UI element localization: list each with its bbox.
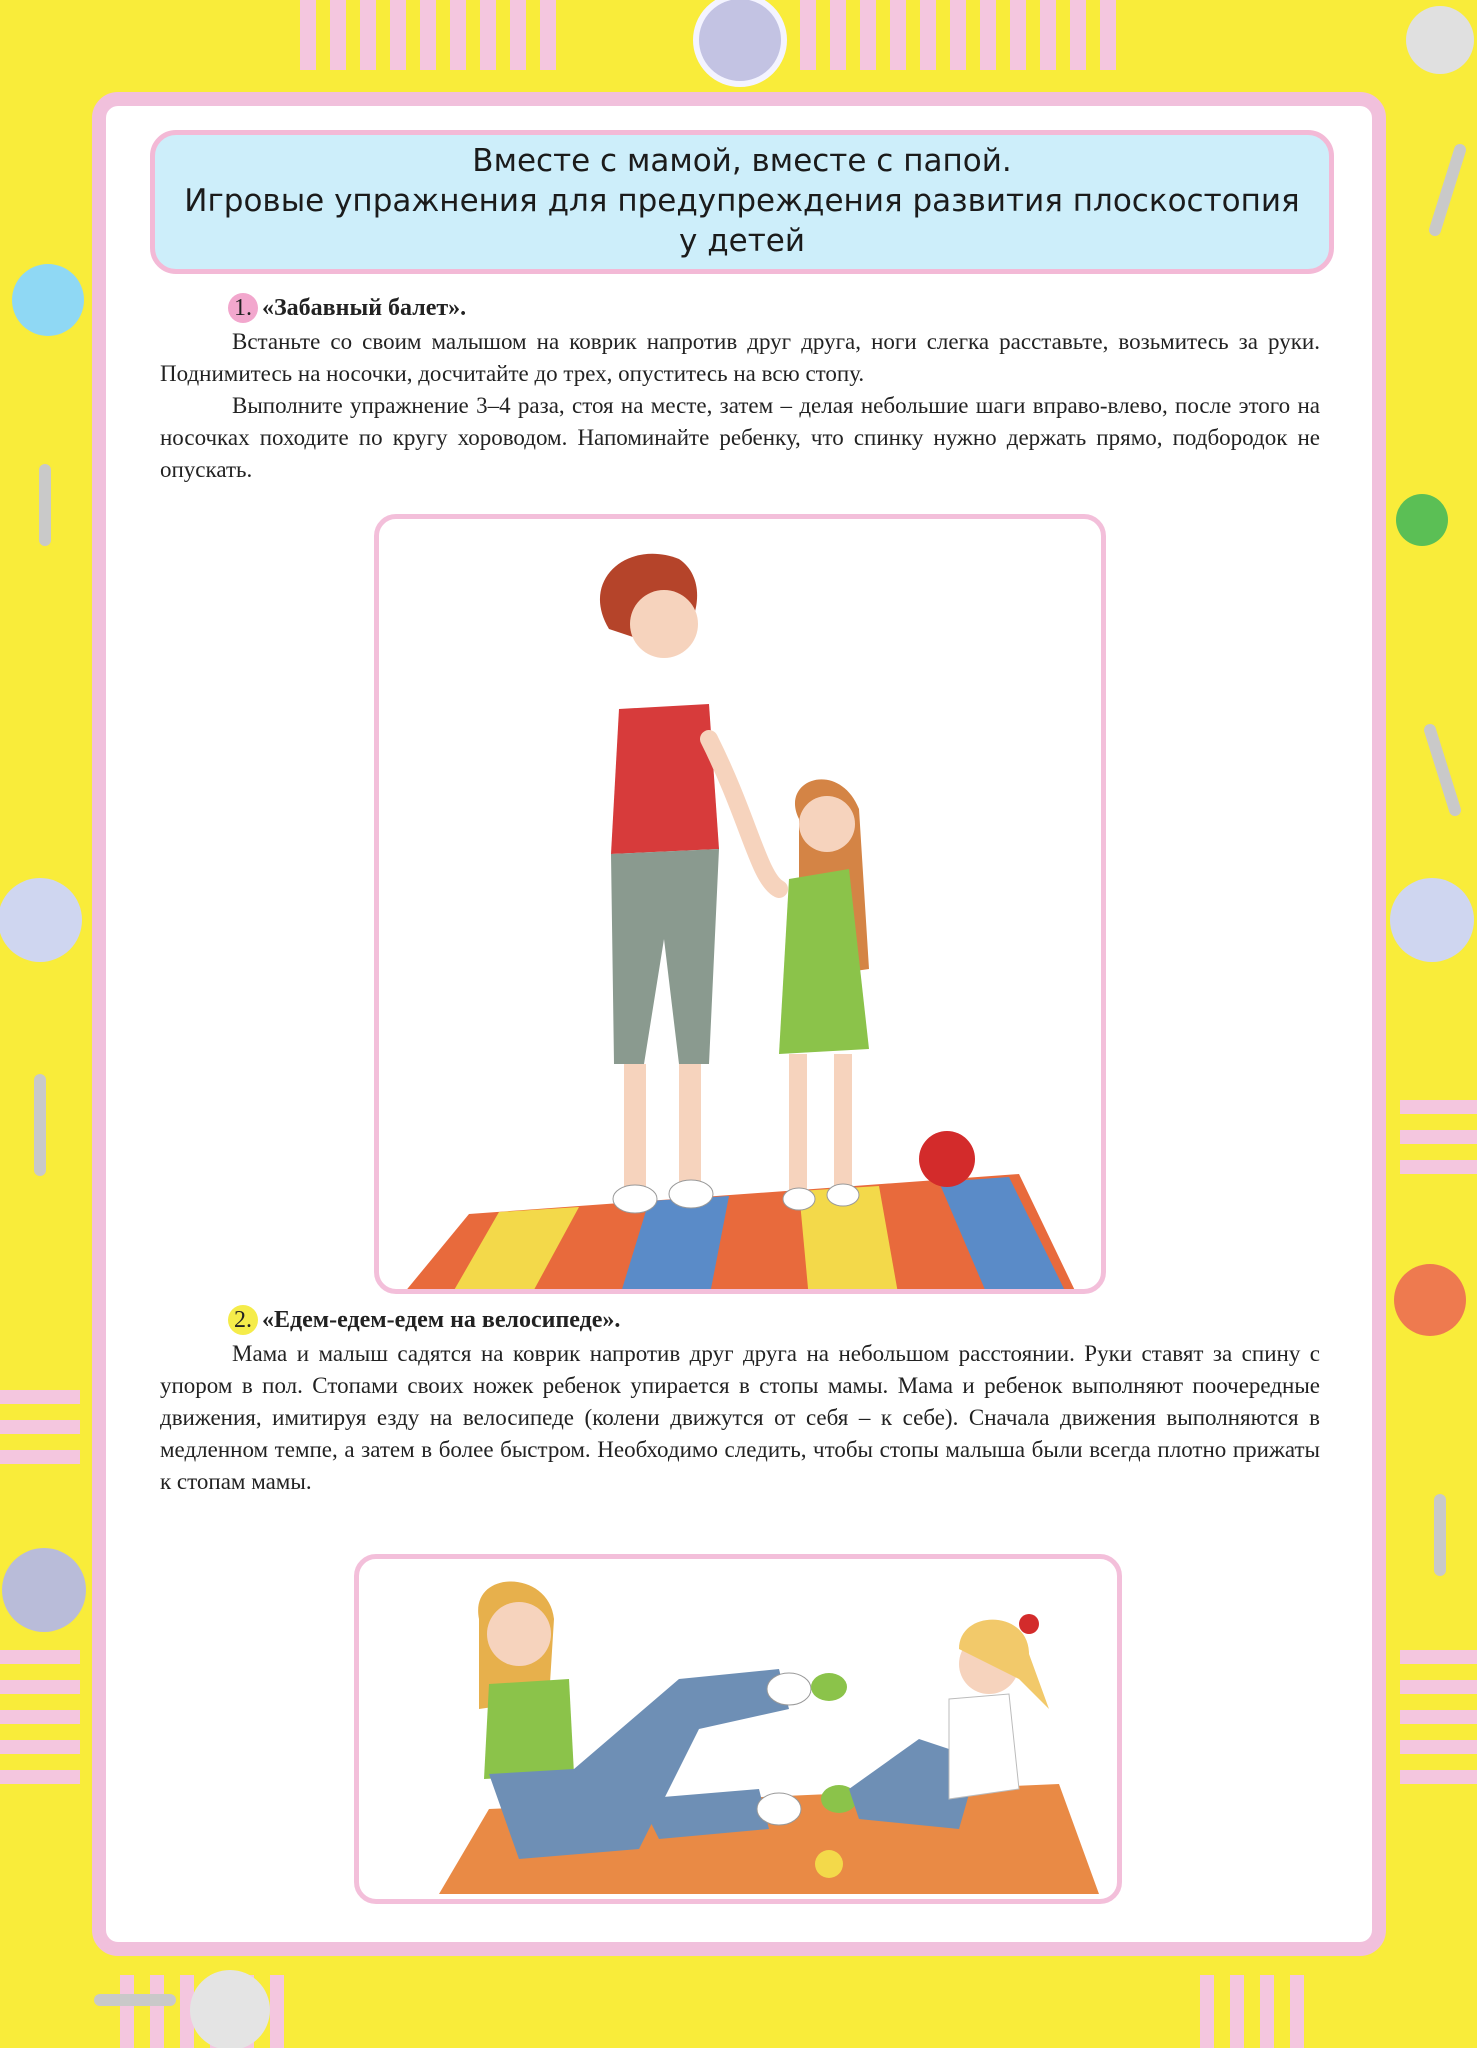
page-title [150,130,1334,274]
illustration-ballet-drawing [379,519,1101,1289]
title-line-1: Вместе с мамой, вместе с папой. [472,143,1012,179]
title-line-2: Игровые упражнения для предупреждения развития плоскостопия [184,183,1300,219]
exercise-1-paragraph: Выполните упражнение 3–4 раза, стоя на месте, затем – делая небольшие шаги вправо-влево, после этого на носочках походите по кругу хороводом. Напоминайте ребенку, что спинку нужно держать прямо, подбородок не опускать. [160,393,1320,482]
exercise-1 [160,292,1320,486]
exercise-2 [160,1304,1320,1498]
exercise-1-number: 1. [228,293,258,323]
title-line-3: у детей [679,223,805,259]
exercise-1-title: «Забавный балет». [262,295,467,321]
illustration-bicycle-drawing [359,1559,1117,1899]
exercise-2-paragraph: Мама и малыш садятся на коврик напротив друг друга на небольшом расстоянии. Руки ставят за спину с упором в пол. Стопами своих ножек ребенок упирается в стопы мамы. Мама и ребенок выполняют поочередные движения, имитируя езду на велосипеде (колени движутся от себя – к себе). Сначала движения выполняются в медленном темпе, а затем в более быстром. Необходимо следить, чтобы стопы малыша были всегда плотно прижаты к стопам мамы. [160,1341,1320,1494]
illustration-ballet [374,514,1106,1294]
illustration-bicycle [354,1554,1122,1904]
exercise-2-heading [228,1304,1320,1336]
exercise-2-number: 2. [228,1305,258,1335]
exercise-1-paragraph: Встаньте со своим малышом на коврик напротив друг друга, ноги слегка расставьте, возьмитесь за руки. Поднимитесь на носочки, досчитайте до трех, опуститесь на всю стопу. [160,329,1320,386]
exercise-1-heading [228,292,1320,324]
exercise-2-title: «Едем-едем-едем на велосипеде». [262,1307,621,1333]
